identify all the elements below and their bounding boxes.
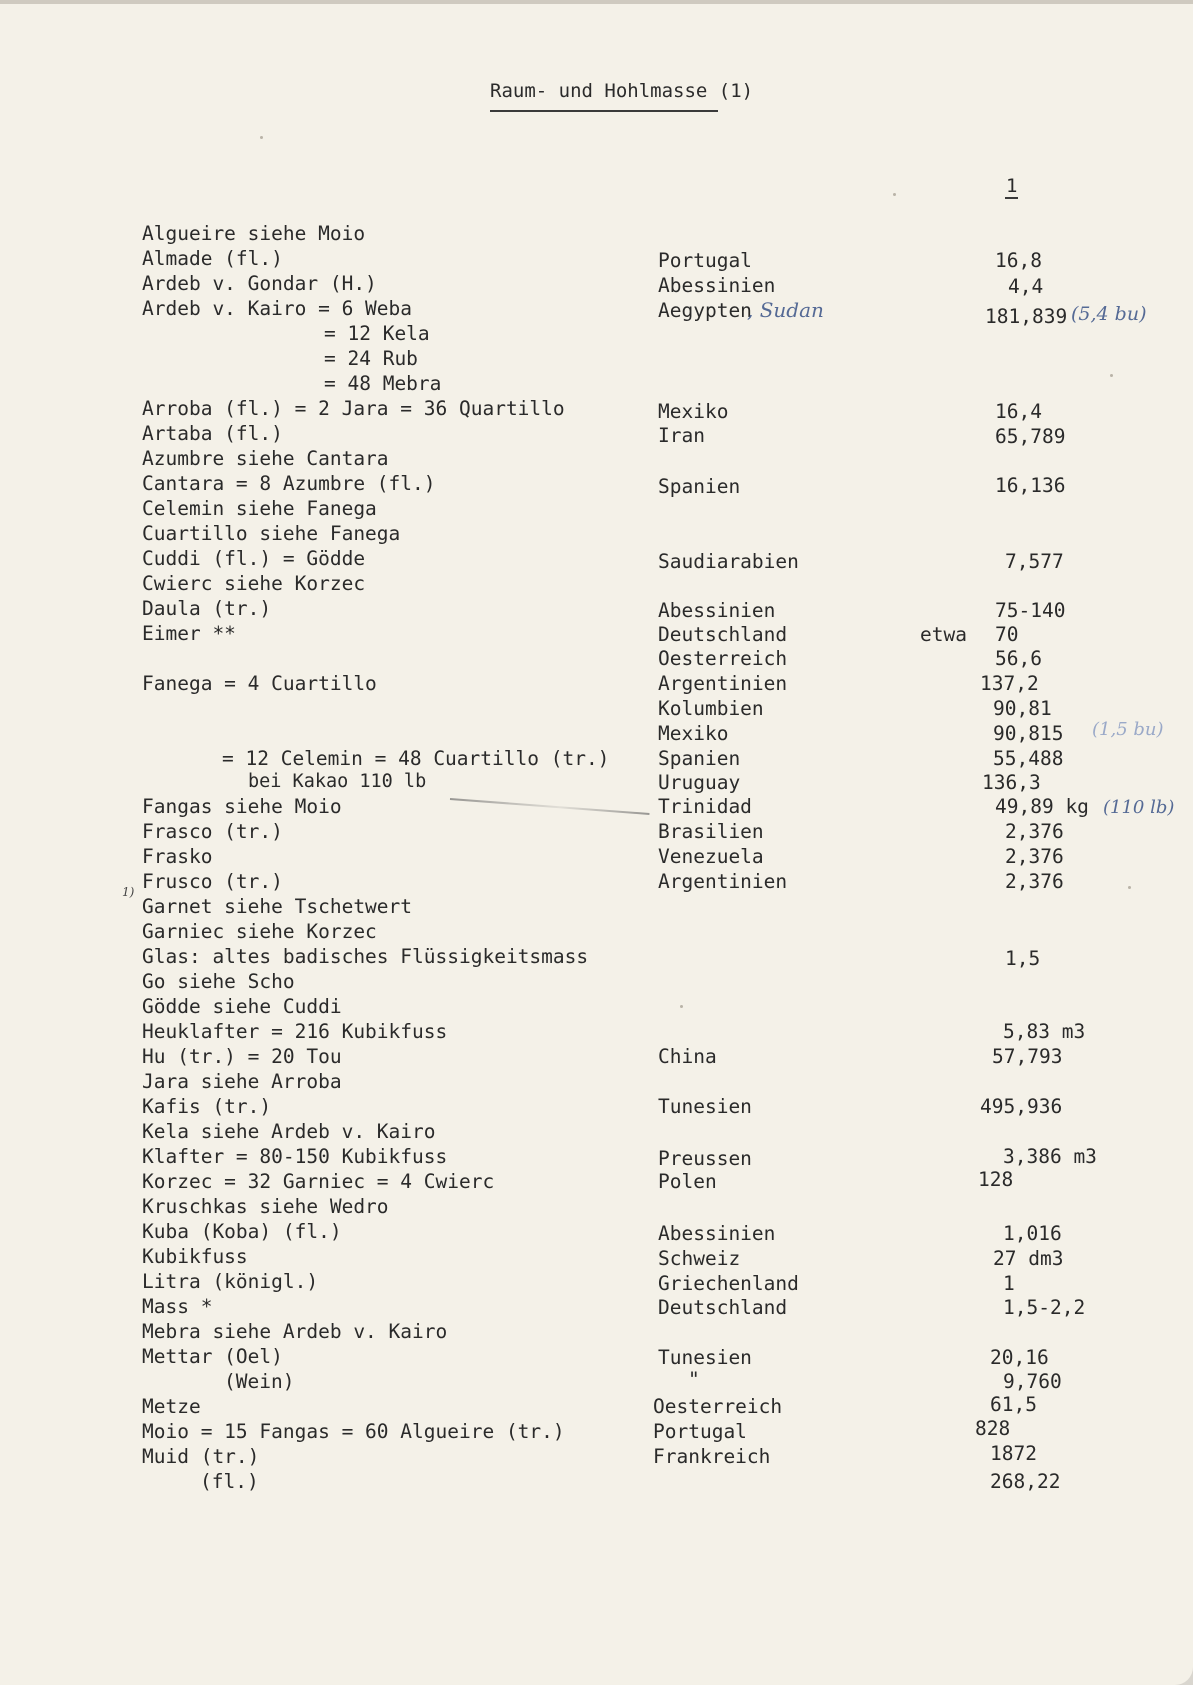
- value: 90,81: [993, 697, 1052, 720]
- term: bei Kakao 110 lb: [248, 771, 427, 792]
- term: Jara siehe Arroba: [142, 1070, 342, 1093]
- country: Spanien: [658, 475, 741, 498]
- table-row: [0, 622, 1193, 647]
- term: Frasko: [142, 845, 213, 868]
- country: Saudiarabien: [658, 550, 799, 573]
- value: 16,136: [995, 474, 1066, 497]
- handwritten-note-sudan: , Sudan: [747, 298, 824, 322]
- value: 61,5: [990, 1393, 1037, 1416]
- term: Heuklafter = 216 Kubikfuss: [142, 1020, 448, 1043]
- table-row: [0, 397, 1193, 422]
- country: Aegypten: [658, 299, 752, 322]
- value: 268,22: [990, 1470, 1061, 1493]
- value: 828: [975, 1417, 1011, 1440]
- term: Mettar (Oel): [142, 1345, 283, 1368]
- term: Metze: [142, 1395, 201, 1418]
- value: 3,386 m3: [1003, 1145, 1097, 1168]
- table-row: [0, 1170, 1193, 1195]
- term: Celemin siehe Fanega: [142, 497, 377, 520]
- value: 57,793: [992, 1045, 1063, 1068]
- term: Ardeb v. Kairo = 6 Weba: [142, 297, 413, 320]
- table-row: [0, 1070, 1193, 1095]
- term: Ardeb v. Gondar (H.): [142, 272, 377, 295]
- value: 1: [1003, 1272, 1015, 1295]
- value: 16,4: [995, 400, 1042, 423]
- table-row: [0, 547, 1193, 572]
- table-row: [0, 970, 1193, 995]
- term: Frasco (tr.): [142, 820, 283, 843]
- term: Go siehe Scho: [142, 970, 295, 993]
- table-row: [0, 1270, 1193, 1295]
- value: 55,488: [993, 747, 1064, 770]
- term: Kubikfuss: [142, 1245, 248, 1268]
- table-row: [0, 845, 1193, 870]
- country: Deutschland: [658, 1296, 788, 1319]
- term: Garnet siehe Tschetwert: [142, 895, 413, 918]
- paper-speck: [893, 193, 896, 196]
- table-row: [0, 447, 1193, 472]
- value: 9,760: [1003, 1370, 1062, 1393]
- term: Algueire siehe Moio: [142, 222, 366, 245]
- table-row: [0, 1442, 1193, 1470]
- table-row: [0, 697, 1193, 722]
- country: Frankreich: [653, 1445, 771, 1468]
- term: Cuartillo siehe Fanega: [142, 522, 401, 545]
- term: (fl.): [200, 1470, 259, 1493]
- term: Arroba (fl.) = 2 Jara = 36 Quartillo: [142, 397, 565, 420]
- country: Schweiz: [658, 1247, 741, 1270]
- page-number: 1: [1006, 175, 1018, 197]
- term: Muid (tr.): [142, 1445, 260, 1468]
- value: 136,3: [982, 771, 1041, 794]
- term: Fangas siehe Moio: [142, 795, 342, 818]
- term: Cwierc siehe Korzec: [142, 572, 366, 595]
- handwritten-note-bushel: (1,5 bu): [1092, 719, 1164, 740]
- table-row: [0, 1020, 1193, 1045]
- term: = 48 Mebra: [324, 372, 442, 395]
- country: China: [658, 1045, 717, 1068]
- value: 128: [978, 1168, 1014, 1191]
- term: Mass *: [142, 1295, 213, 1318]
- table-row: [0, 472, 1193, 497]
- table-row: [0, 747, 1193, 772]
- country: Venezuela: [658, 845, 764, 868]
- term: Kruschkas siehe Wedro: [142, 1195, 389, 1218]
- table-row: [0, 597, 1193, 622]
- table-row: [0, 1295, 1193, 1320]
- table-row: [0, 722, 1193, 747]
- term: Korzec = 32 Garniec = 4 Cwierc: [142, 1170, 495, 1193]
- country: Oesterreich: [653, 1395, 783, 1418]
- table-row: [0, 647, 1193, 672]
- term: Gödde siehe Cuddi: [142, 995, 342, 1018]
- value: 7,577: [1005, 550, 1064, 573]
- table-row: [0, 1395, 1193, 1420]
- table-row: [0, 497, 1193, 522]
- country: Griechenland: [658, 1272, 799, 1295]
- term: Klafter = 80-150 Kubikfuss: [142, 1145, 448, 1168]
- table-row: [0, 995, 1193, 1020]
- country: Portugal: [658, 249, 752, 272]
- term: Fanega = 4 Cuartillo: [142, 672, 377, 695]
- table-row: [0, 1345, 1193, 1370]
- table-row: [0, 272, 1193, 297]
- term: Eimer **: [142, 622, 236, 645]
- table-row: [0, 870, 1193, 895]
- country: Deutschland: [658, 623, 788, 646]
- term: Azumbre siehe Cantara: [142, 447, 389, 470]
- country: Uruguay: [658, 771, 741, 794]
- country: Portugal: [653, 1420, 747, 1443]
- country: Abessinien: [658, 274, 776, 297]
- value: 2,376: [1005, 820, 1064, 843]
- term: Garniec siehe Korzec: [142, 920, 377, 943]
- value: 20,16: [990, 1346, 1049, 1369]
- term: Cuddi (fl.) = Gödde: [142, 547, 366, 570]
- term: Daula (tr.): [142, 597, 272, 620]
- table-row: [0, 322, 1193, 347]
- country: Kolumbien: [658, 697, 764, 720]
- term: Almade (fl.): [142, 247, 283, 270]
- table-row: [0, 1245, 1193, 1270]
- term: = 24 Rub: [324, 347, 418, 370]
- table-row: [0, 572, 1193, 597]
- term: Kafis (tr.): [142, 1095, 272, 1118]
- term: = 12 Celemin = 48 Cuartillo (tr.): [222, 747, 610, 770]
- term: Frusco (tr.): [142, 870, 283, 893]
- table-row: [0, 372, 1193, 397]
- country: Polen: [658, 1170, 717, 1193]
- term: = 12 Kela: [324, 322, 430, 345]
- value: 5,83 m3: [1003, 1020, 1086, 1043]
- table-row: [0, 1195, 1193, 1220]
- value: 1,016: [1003, 1222, 1062, 1245]
- value: 137,2: [980, 672, 1039, 695]
- handwritten-note-pounds: (110 lb): [1103, 797, 1175, 818]
- table-row: [0, 920, 1193, 945]
- country: Argentinien: [658, 870, 788, 893]
- table-row: [0, 820, 1193, 845]
- value: 16,8: [995, 249, 1042, 272]
- term: Kela siehe Ardeb v. Kairo: [142, 1120, 436, 1143]
- country: ": [688, 1368, 700, 1391]
- table-row: [0, 795, 1193, 820]
- term: Glas: altes badisches Flüssigkeitsmass: [142, 945, 589, 968]
- table-row: [0, 945, 1193, 970]
- table-row: [0, 1320, 1193, 1345]
- value: 75-140: [995, 599, 1066, 622]
- table-row: [0, 522, 1193, 547]
- country: Mexiko: [658, 722, 729, 745]
- term: (Wein): [224, 1370, 295, 1393]
- value: 56,6: [995, 647, 1042, 670]
- term: Hu (tr.) = 20 Tou: [142, 1045, 342, 1068]
- value: 90,815: [993, 722, 1064, 745]
- value: 4,4: [1008, 275, 1044, 298]
- table-row: [0, 1220, 1193, 1245]
- country: Mexiko: [658, 400, 729, 423]
- value: 2,376: [1005, 845, 1064, 868]
- term: Artaba (fl.): [142, 422, 283, 445]
- table-row: [0, 1370, 1193, 1395]
- country: Abessinien: [658, 1222, 776, 1245]
- term: Kuba (Koba) (fl.): [142, 1220, 342, 1243]
- term: Cantara = 8 Azumbre (fl.): [142, 472, 436, 495]
- paper-speck: [260, 136, 263, 139]
- table-row: [0, 1095, 1193, 1120]
- country: Iran: [658, 424, 705, 447]
- value: 65,789: [995, 425, 1066, 448]
- qualifier: etwa: [920, 623, 967, 646]
- country: Preussen: [658, 1147, 752, 1170]
- country: Tunesien: [658, 1346, 752, 1369]
- table-row: [0, 1120, 1193, 1145]
- value: 181,839: [985, 305, 1068, 328]
- country: Spanien: [658, 747, 741, 770]
- table-row: [0, 1145, 1193, 1170]
- term: Litra (königl.): [142, 1270, 319, 1293]
- paper-speck: [1110, 374, 1113, 377]
- value: 49,89 kg: [995, 795, 1089, 818]
- table-row: [0, 222, 1193, 247]
- value: 495,936: [980, 1095, 1063, 1118]
- value: 1,5: [1005, 947, 1041, 970]
- value: 2,376: [1005, 870, 1064, 893]
- value: 27 dm3: [993, 1247, 1064, 1270]
- page-title: Raum- und Hohlmasse (1): [490, 80, 754, 102]
- country: Argentinien: [658, 672, 788, 695]
- country: Oesterreich: [658, 647, 788, 670]
- country: Abessinien: [658, 599, 776, 622]
- country: Trinidad: [658, 795, 752, 818]
- table-row: [0, 347, 1193, 372]
- value: 70: [995, 623, 1019, 646]
- table-row: [0, 895, 1193, 920]
- paper-speck: [680, 1005, 683, 1008]
- footnote-mark: 1): [122, 885, 135, 899]
- table-row: [0, 672, 1193, 697]
- page-top-edge: [0, 0, 1193, 4]
- table-row: [0, 1470, 1193, 1495]
- table-row: [0, 771, 1193, 796]
- term: Moio = 15 Fangas = 60 Algueire (tr.): [142, 1420, 565, 1443]
- handwritten-note-bushel: (5,4 bu): [1071, 303, 1147, 325]
- country: Brasilien: [658, 820, 764, 843]
- value: 1,5-2,2: [1003, 1296, 1086, 1319]
- term: Mebra siehe Ardeb v. Kairo: [142, 1320, 448, 1343]
- table-row: [0, 247, 1193, 272]
- value: 1872: [990, 1442, 1037, 1465]
- table-row: [0, 1045, 1193, 1070]
- title-underline: [490, 110, 718, 112]
- table-row: [0, 422, 1193, 447]
- paper-speck: [1128, 886, 1131, 889]
- country: Tunesien: [658, 1095, 752, 1118]
- table-row: [0, 297, 1193, 328]
